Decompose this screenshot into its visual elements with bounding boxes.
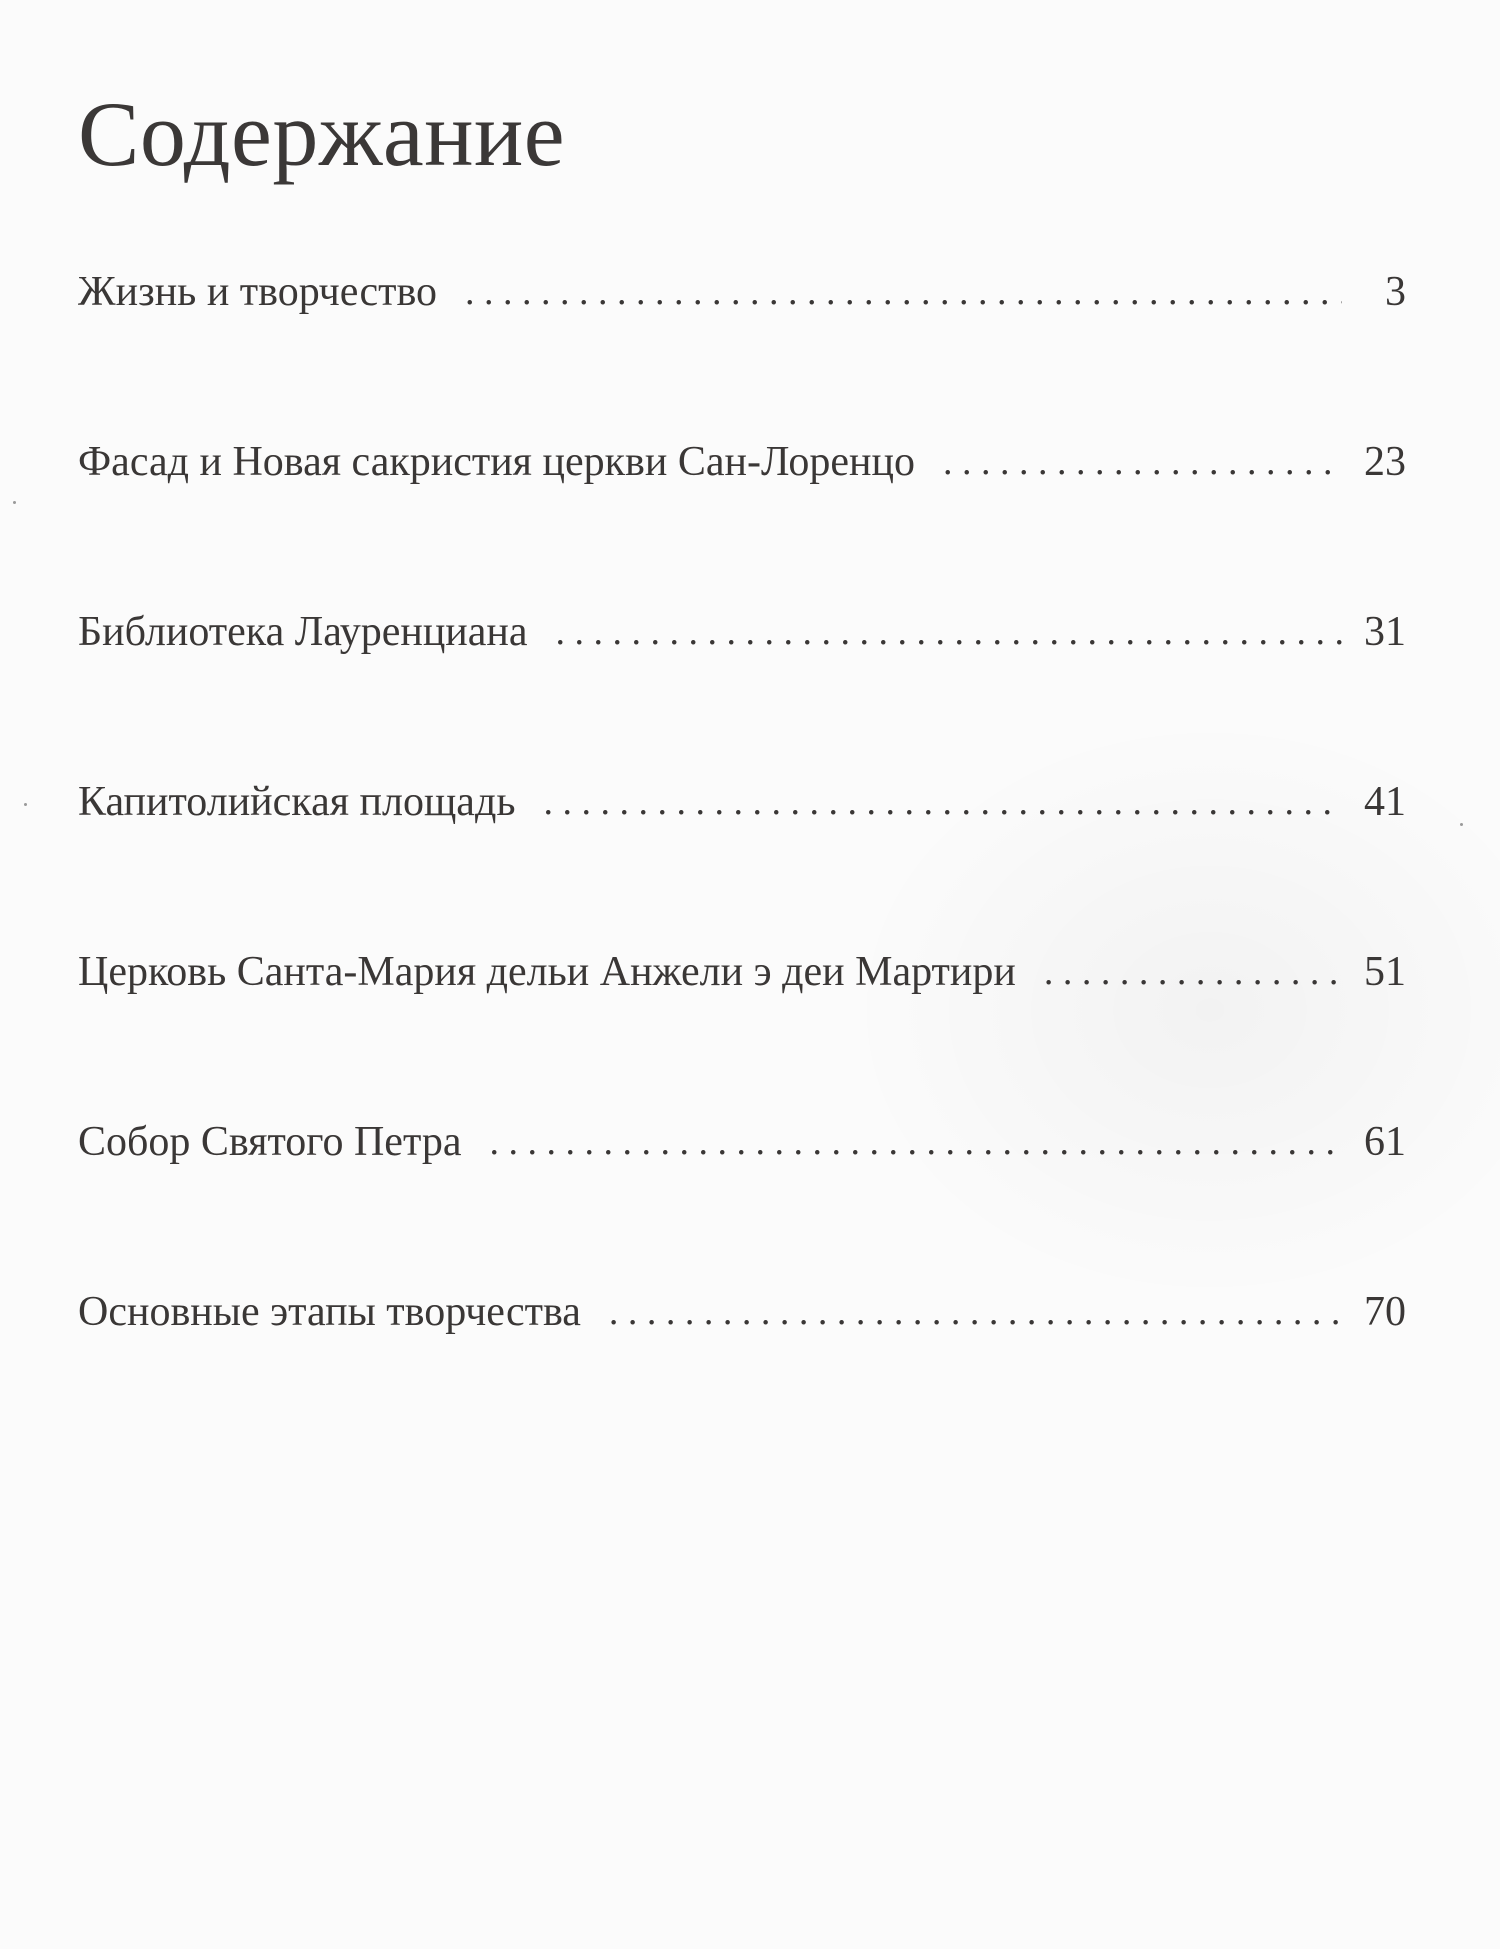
toc-entry	[78, 602, 1406, 772]
toc-entry	[78, 942, 1406, 1112]
toc-entry-page-number: 41	[1364, 779, 1406, 825]
toc-entry-title: Фасад и Новая сакристия церкви Сан-Лоренцо	[78, 439, 915, 485]
toc-entry	[78, 772, 1406, 942]
toc-entry-title: Церковь Санта-Мария дельи Анжели э деи Мартири	[78, 949, 1016, 995]
toc-entry-page-number: 3	[1385, 269, 1406, 315]
toc-entry	[78, 262, 1406, 432]
toc-entry	[78, 1282, 1406, 1452]
toc-entry	[78, 432, 1406, 602]
toc-entry-page-number: 31	[1364, 609, 1406, 655]
paper-speck	[24, 803, 27, 806]
paper-speck	[13, 501, 16, 504]
toc-entry-page-number: 51	[1364, 949, 1406, 995]
dot-leader	[943, 432, 1342, 492]
dot-leader	[543, 772, 1342, 832]
toc-entry-page-number: 23	[1364, 439, 1406, 485]
dot-leader	[1044, 942, 1342, 1002]
toc-entry-title: Жизнь и творчество	[78, 269, 438, 315]
toc-entry-title: Капитолийская площадь	[78, 779, 516, 825]
dot-leader	[489, 1112, 1342, 1172]
page-title: Содержание	[78, 83, 566, 185]
toc-entry	[78, 1112, 1406, 1282]
toc-entry-title: Собор Святого Петра	[78, 1119, 462, 1165]
paper-speck	[1460, 823, 1463, 826]
toc-entry-title: Основные этапы творчества	[78, 1289, 581, 1335]
toc-entry-page-number: 70	[1364, 1289, 1406, 1335]
table-of-contents	[78, 262, 1406, 1452]
dot-leader	[465, 262, 1342, 322]
dot-leader	[556, 602, 1342, 662]
toc-entry-title: Библиотека Лауренциана	[78, 609, 528, 655]
toc-entry-page-number: 61	[1364, 1119, 1406, 1165]
dot-leader	[609, 1282, 1342, 1342]
